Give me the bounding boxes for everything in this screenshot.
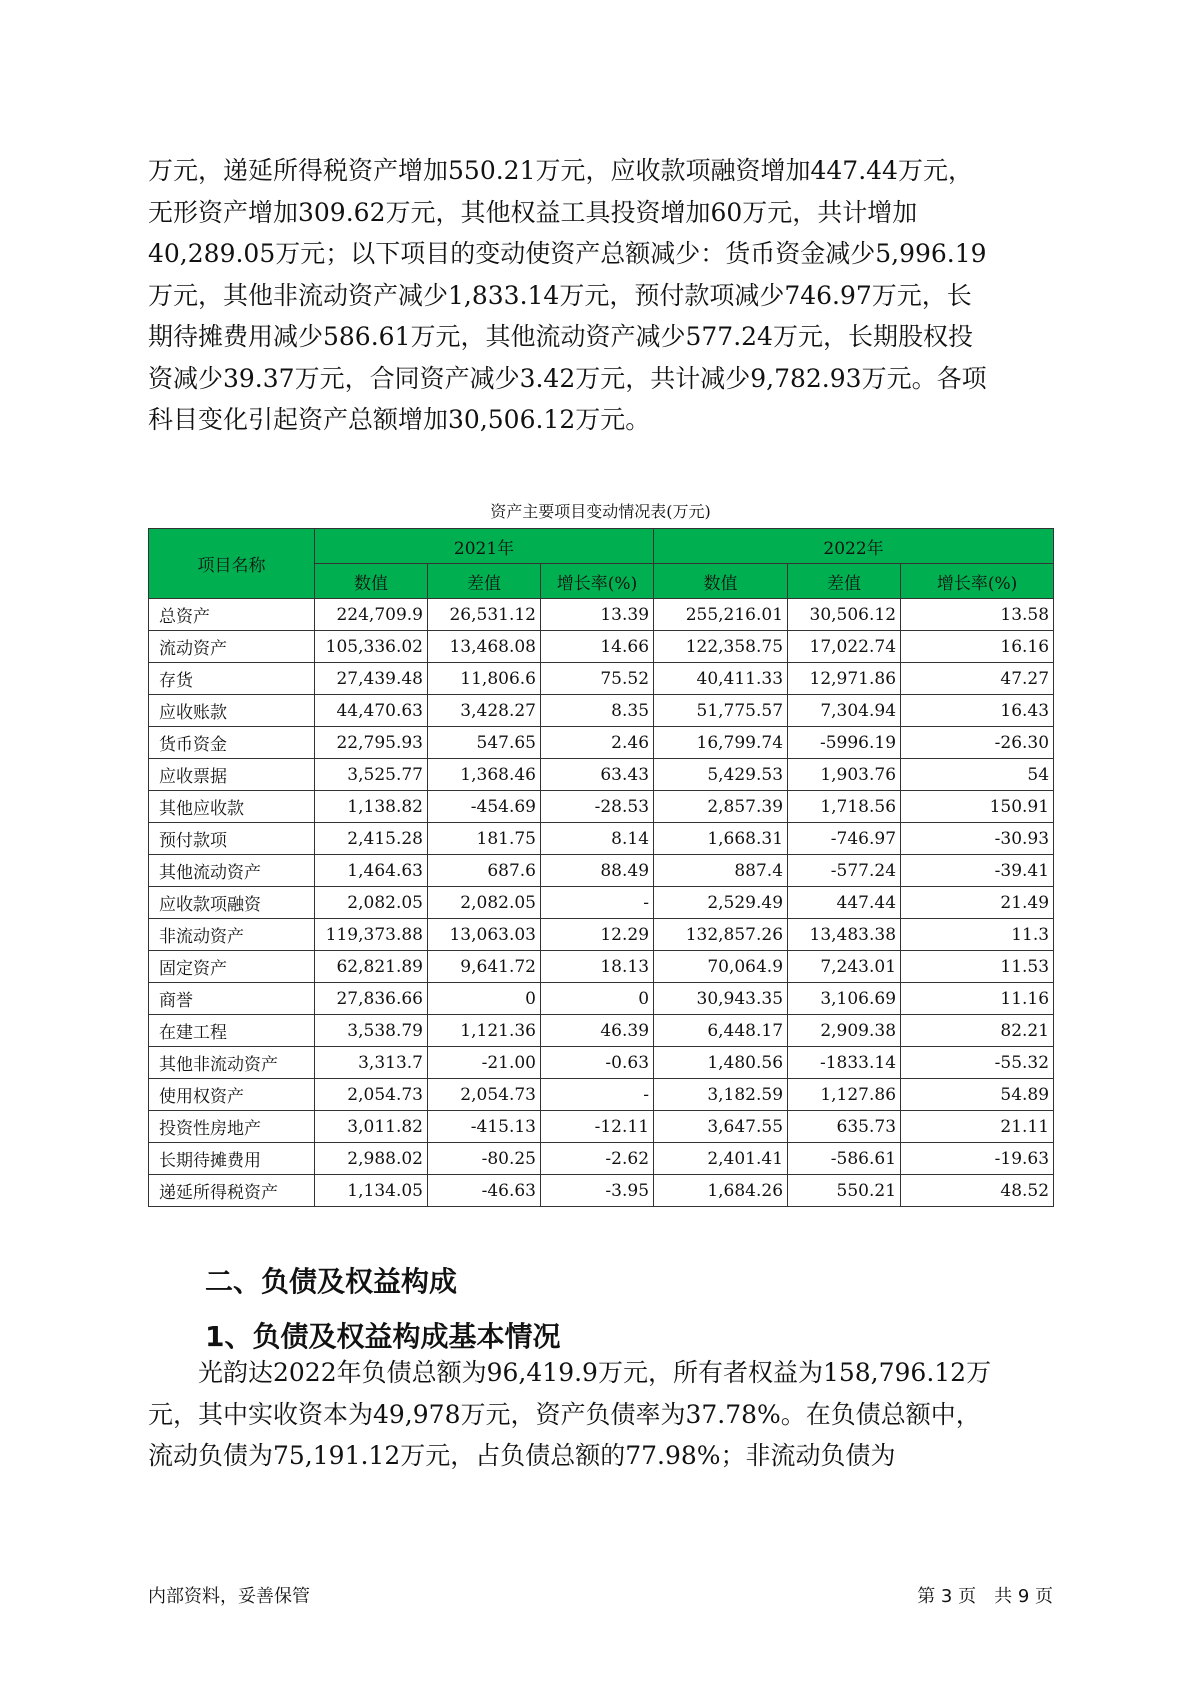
row-item-name: 应收账款: [149, 695, 315, 727]
row-value-cell: 181.75: [428, 823, 541, 855]
row-value-cell: -586.61: [788, 1143, 901, 1175]
row-value-cell: 2,988.02: [315, 1143, 428, 1175]
section-heading: 二、负债及权益构成: [205, 1265, 458, 1298]
row-value-cell: 1,134.05: [315, 1175, 428, 1207]
row-value-cell: 1,668.31: [654, 823, 788, 855]
row-value-cell: 62,821.89: [315, 951, 428, 983]
table-row: [149, 599, 1054, 631]
row-value-cell: 887.4: [654, 855, 788, 887]
row-value-cell: -746.97: [788, 823, 901, 855]
row-value-cell: 3,647.55: [654, 1111, 788, 1143]
subsection-heading: 1、负债及权益构成基本情况: [205, 1320, 561, 1353]
row-value-cell: 3,538.79: [315, 1015, 428, 1047]
row-value-cell: 550.21: [788, 1175, 901, 1207]
row-value-cell: 40,411.33: [654, 663, 788, 695]
row-item-name: 其他应收款: [149, 791, 315, 823]
row-value-cell: -577.24: [788, 855, 901, 887]
header-year-2022: 2022年: [654, 529, 1054, 564]
row-value-cell: 1,127.86: [788, 1079, 901, 1111]
table-row: [149, 1111, 1054, 1143]
row-value-cell: 18.13: [541, 951, 654, 983]
row-value-cell: 635.73: [788, 1111, 901, 1143]
row-item-name: 其他流动资产: [149, 855, 315, 887]
row-value-cell: 12.29: [541, 919, 654, 951]
row-value-cell: 255,216.01: [654, 599, 788, 631]
row-value-cell: 1,718.56: [788, 791, 901, 823]
paragraph-line: 流动负债为75,191.12万元，占负债总额的77.98%；非流动负债为: [148, 1441, 896, 1470]
row-value-cell: 5,429.53: [654, 759, 788, 791]
table-row: [149, 1015, 1054, 1047]
row-value-cell: 11.3: [901, 919, 1054, 951]
table-header: [149, 529, 1054, 599]
row-item-name: 在建工程: [149, 1015, 315, 1047]
table-body: [149, 599, 1054, 1207]
row-value-cell: 47.27: [901, 663, 1054, 695]
table-row: [149, 727, 1054, 759]
row-value-cell: -0.63: [541, 1047, 654, 1079]
paragraph-line: 资减少39.37万元，合同资产减少3.42万元，共计减少9,782.93万元。各项: [148, 363, 987, 393]
row-value-cell: 22,795.93: [315, 727, 428, 759]
row-value-cell: 547.65: [428, 727, 541, 759]
row-value-cell: -3.95: [541, 1175, 654, 1207]
row-value-cell: 6,448.17: [654, 1015, 788, 1047]
row-item-name: 应收款项融资: [149, 887, 315, 919]
row-value-cell: 2,529.49: [654, 887, 788, 919]
row-value-cell: 119,373.88: [315, 919, 428, 951]
row-value-cell: 2,054.73: [315, 1079, 428, 1111]
row-value-cell: 54: [901, 759, 1054, 791]
row-item-name: 非流动资产: [149, 919, 315, 951]
row-value-cell: 13,063.03: [428, 919, 541, 951]
row-value-cell: 17,022.74: [788, 631, 901, 663]
intro-paragraph: [148, 150, 1053, 441]
header-growth-rate: 增长率(%): [541, 564, 654, 599]
table-row: [149, 1143, 1054, 1175]
row-value-cell: 7,243.01: [788, 951, 901, 983]
row-value-cell: 1,684.26: [654, 1175, 788, 1207]
row-value-cell: 46.39: [541, 1015, 654, 1047]
table-row: [149, 887, 1054, 919]
row-item-name: 长期待摊费用: [149, 1143, 315, 1175]
row-value-cell: 3,106.69: [788, 983, 901, 1015]
liability-paragraph: [148, 1352, 1053, 1477]
row-value-cell: 11.53: [901, 951, 1054, 983]
row-value-cell: 447.44: [788, 887, 901, 919]
row-value-cell: 16.16: [901, 631, 1054, 663]
row-value-cell: 11,806.6: [428, 663, 541, 695]
row-value-cell: 122,358.75: [654, 631, 788, 663]
row-value-cell: 8.14: [541, 823, 654, 855]
row-value-cell: -39.41: [901, 855, 1054, 887]
paragraph-line: 无形资产增加309.62万元，其他权益工具投资增加60万元，共计增加: [148, 197, 918, 227]
row-value-cell: 44,470.63: [315, 695, 428, 727]
row-item-name: 固定资产: [149, 951, 315, 983]
row-value-cell: 16,799.74: [654, 727, 788, 759]
row-value-cell: -415.13: [428, 1111, 541, 1143]
table-row: [149, 759, 1054, 791]
row-value-cell: 21.11: [901, 1111, 1054, 1143]
row-value-cell: 2,909.38: [788, 1015, 901, 1047]
row-value-cell: 3,182.59: [654, 1079, 788, 1111]
paragraph-line: 元，其中实收资本为49,978万元，资产负债率为37.78%。在负债总额中，: [148, 1399, 981, 1429]
row-value-cell: -55.32: [901, 1047, 1054, 1079]
row-value-cell: 3,313.7: [315, 1047, 428, 1079]
header-difference: 差值: [428, 564, 541, 599]
row-value-cell: 3,525.77: [315, 759, 428, 791]
row-value-cell: 2.46: [541, 727, 654, 759]
row-value-cell: 70,064.9: [654, 951, 788, 983]
paragraph-line: 光韵达2022年负债总额为96,419.9万元，所有者权益为158,796.12万: [148, 1358, 992, 1387]
row-value-cell: -12.11: [541, 1111, 654, 1143]
row-item-name: 其他非流动资产: [149, 1047, 315, 1079]
row-value-cell: 16.43: [901, 695, 1054, 727]
row-value-cell: 0: [541, 983, 654, 1015]
row-value-cell: 11.16: [901, 983, 1054, 1015]
header-value: 数值: [315, 564, 428, 599]
row-value-cell: -19.63: [901, 1143, 1054, 1175]
header-item-name: 项目名称: [149, 529, 315, 599]
paragraph-line: 科目变化引起资产总额增加30,506.12万元。: [148, 405, 651, 434]
row-value-cell: 30,943.35: [654, 983, 788, 1015]
row-value-cell: 150.91: [901, 791, 1054, 823]
table-caption: 资产主要项目变动情况表(万元): [490, 502, 711, 521]
row-value-cell: -454.69: [428, 791, 541, 823]
row-value-cell: -26.30: [901, 727, 1054, 759]
row-item-name: 投资性房地产: [149, 1111, 315, 1143]
paragraph-line: 期待摊费用减少586.61万元，其他流动资产减少577.24万元，长期股权投: [148, 322, 973, 351]
row-value-cell: 82.21: [901, 1015, 1054, 1047]
row-value-cell: 2,401.41: [654, 1143, 788, 1175]
row-value-cell: 1,903.76: [788, 759, 901, 791]
paragraph-line: 万元，其他非流动资产减少1,833.14万元，预付款项减少746.97万元，长: [148, 280, 972, 310]
row-value-cell: -46.63: [428, 1175, 541, 1207]
row-value-cell: 13.58: [901, 599, 1054, 631]
row-value-cell: 27,836.66: [315, 983, 428, 1015]
header-difference: 差值: [788, 564, 901, 599]
row-value-cell: 0: [428, 983, 541, 1015]
row-value-cell: 132,857.26: [654, 919, 788, 951]
footer-confidential-note: 内部资料，妥善保管: [148, 1586, 310, 1607]
row-value-cell: 1,138.82: [315, 791, 428, 823]
row-value-cell: -28.53: [541, 791, 654, 823]
row-value-cell: -21.00: [428, 1047, 541, 1079]
row-value-cell: -5996.19: [788, 727, 901, 759]
table-row: [149, 1079, 1054, 1111]
table-row: [149, 1175, 1054, 1207]
row-item-name: 递延所得税资产: [149, 1175, 315, 1207]
row-item-name: 商誉: [149, 983, 315, 1015]
row-value-cell: 8.35: [541, 695, 654, 727]
table-row: [149, 983, 1054, 1015]
row-item-name: 使用权资产: [149, 1079, 315, 1111]
row-value-cell: 13.39: [541, 599, 654, 631]
row-value-cell: 224,709.9: [315, 599, 428, 631]
row-value-cell: 3,428.27: [428, 695, 541, 727]
row-value-cell: 14.66: [541, 631, 654, 663]
table-row: [149, 951, 1054, 983]
row-item-name: 总资产: [149, 599, 315, 631]
row-value-cell: 2,415.28: [315, 823, 428, 855]
row-value-cell: 687.6: [428, 855, 541, 887]
asset-change-table: [148, 528, 1054, 1207]
row-value-cell: 12,971.86: [788, 663, 901, 695]
header-value: 数值: [654, 564, 788, 599]
row-value-cell: -: [541, 887, 654, 919]
footer-page-number: 第 3 页 共 9 页: [917, 1586, 1053, 1607]
row-value-cell: 1,368.46: [428, 759, 541, 791]
paragraph-line: 40,289.05万元；以下项目的变动使资产总额减少：货币资金减少5,996.19: [148, 239, 987, 268]
row-value-cell: 7,304.94: [788, 695, 901, 727]
row-value-cell: 54.89: [901, 1079, 1054, 1111]
row-value-cell: 2,054.73: [428, 1079, 541, 1111]
row-item-name: 货币资金: [149, 727, 315, 759]
paragraph-line: 万元，递延所得税资产增加550.21万元，应收款项融资增加447.44万元，: [148, 156, 973, 185]
row-value-cell: 1,121.36: [428, 1015, 541, 1047]
row-item-name: 应收票据: [149, 759, 315, 791]
row-item-name: 流动资产: [149, 631, 315, 663]
row-item-name: 预付款项: [149, 823, 315, 855]
row-value-cell: 3,011.82: [315, 1111, 428, 1143]
header-growth-rate: 增长率(%): [901, 564, 1054, 599]
header-year-2021: 2021年: [315, 529, 654, 564]
row-value-cell: 26,531.12: [428, 599, 541, 631]
row-value-cell: -30.93: [901, 823, 1054, 855]
row-value-cell: -80.25: [428, 1143, 541, 1175]
table-row: [149, 663, 1054, 695]
row-value-cell: -: [541, 1079, 654, 1111]
table-row: [149, 695, 1054, 727]
table-row: [149, 791, 1054, 823]
row-item-name: 存货: [149, 663, 315, 695]
table-row: [149, 631, 1054, 663]
row-value-cell: 21.49: [901, 887, 1054, 919]
row-value-cell: 88.49: [541, 855, 654, 887]
row-value-cell: 63.43: [541, 759, 654, 791]
row-value-cell: -1833.14: [788, 1047, 901, 1079]
row-value-cell: 2,082.05: [428, 887, 541, 919]
table-row: [149, 919, 1054, 951]
row-value-cell: 13,483.38: [788, 919, 901, 951]
row-value-cell: 48.52: [901, 1175, 1054, 1207]
row-value-cell: 1,480.56: [654, 1047, 788, 1079]
row-value-cell: 30,506.12: [788, 599, 901, 631]
row-value-cell: 9,641.72: [428, 951, 541, 983]
row-value-cell: -2.62: [541, 1143, 654, 1175]
row-value-cell: 75.52: [541, 663, 654, 695]
table-row: [149, 1047, 1054, 1079]
row-value-cell: 13,468.08: [428, 631, 541, 663]
table-row: [149, 855, 1054, 887]
row-value-cell: 2,857.39: [654, 791, 788, 823]
row-value-cell: 27,439.48: [315, 663, 428, 695]
row-value-cell: 105,336.02: [315, 631, 428, 663]
row-value-cell: 1,464.63: [315, 855, 428, 887]
row-value-cell: 51,775.57: [654, 695, 788, 727]
row-value-cell: 2,082.05: [315, 887, 428, 919]
table-row: [149, 823, 1054, 855]
